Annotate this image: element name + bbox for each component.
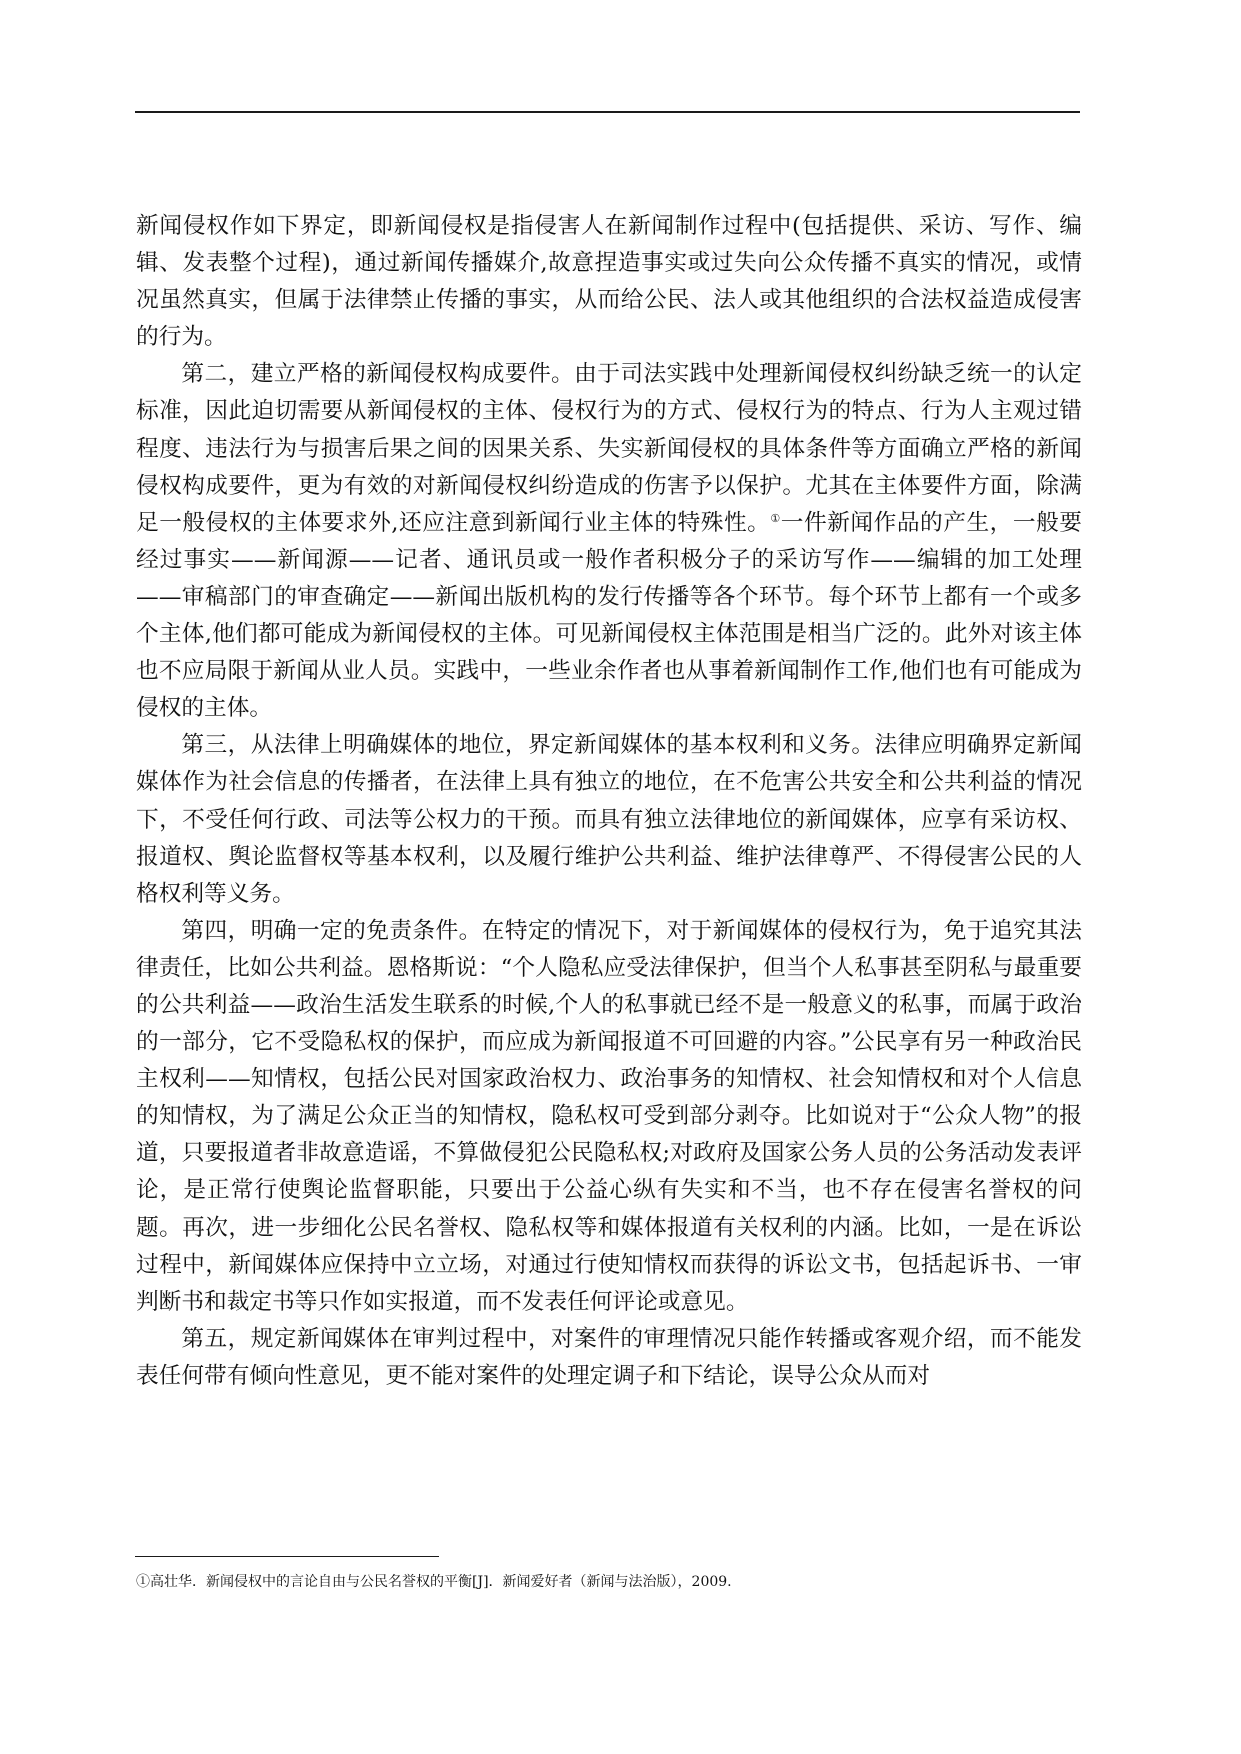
paragraph-2 [136,356,1082,727]
paragraph-2-part-2: 一件新闻作品的产生，一般要经过事实——新闻源——记者、通讯员或一般作者积极分子的采访写作——编辑的加工处理——审稿部门的审查确定——新闻出版机构的发行传播等各个环节。每个环节上都有一个或多个主体,他们都可能成为新闻侵权的主体。可见新闻侵权主体范围是相当广泛的。此外对该主体也不应局限于新闻从业人员。实践中，一些业余作者也从事着新闻制作工作,他们也有可能成为侵权的主体。 [136,509,1082,722]
body-text [136,208,1082,1395]
header-rule [135,111,1080,113]
paragraph-4: 第四，明确一定的免责条件。在特定的情况下，对于新闻媒体的侵权行为，免于追究其法律责任，比如公共利益。恩格斯说：“个人隐私应受法律保护，但当个人私事甚至阴私与最重要的公共利益——政治生活发生联系的时候,个人的私事就已经不是一般意义的私事，而属于政治的一部分，它不受隐私权的保护，而应成为新闻报道不可回避的内容。”公民享有另一种政治民主权利——知情权，包括公民对国家政治权力、政治事务的知情权、社会知情权和对个人信息的知情权，为了满足公众正当的知情权，隐私权可受到部分剥夺。比如说对于“公众人物”的报道，只要报道者非故意造谣，不算做侵犯公民隐私权;对政府及国家公务人员的公务活动发表评论，是正常行使舆论监督职能，只要出于公益心纵有失实和不当，也不存在侵害名誉权的问题。再次，进一步细化公民名誉权、隐私权等和媒体报道有关权利的内涵。比如，一是在诉讼过程中，新闻媒体应保持中立立场，对通过行使知情权而获得的诉讼文书，包括起诉书、一审判断书和裁定书等只作如实报道，而不发表任何评论或意见。 [136,917,1082,1315]
paragraph-1: 新闻侵权作如下界定，即新闻侵权是指侵害人在新闻制作过程中(包括提供、采访、写作、编辑、发表整个过程)，通过新闻传播媒介,故意捏造事实或过失向公众传播不真实的情况，或情况虽然真实，但属于法律禁止传播的事实，从而给公民、法人或其他组织的合法权益造成侵害的行为。 [136,213,1082,351]
footnote-reference-mark: ① [770,511,781,525]
footnote: ①高壮华．新闻侵权中的言论自由与公民名誉权的平衡[J]．新闻爱好者（新闻与法治版），2009. [136,1574,732,1590]
paragraph-3: 第三，从法律上明确媒体的地位，界定新闻媒体的基本权利和义务。法律应明确界定新闻媒体作为社会信息的传播者，在法律上具有独立的地位，在不危害公共安全和公共利益的情况下，不受任何行政、司法等公权力的干预。而具有独立法律地位的新闻媒体，应享有采访权、报道权、舆论监督权等基本权利，以及履行维护公共利益、维护法律尊严、不得侵害公民的人格权利等义务。 [136,732,1082,907]
paragraph-5: 第五，规定新闻媒体在审判过程中，对案件的审理情况只能作转播或客观介绍，而不能发表任何带有倾向性意见，更不能对案件的处理定调子和下结论，误导公众从而对 [136,1325,1082,1389]
paragraph-2-part-1: 第二，建立严格的新闻侵权构成要件。由于司法实践中处理新闻侵权纠纷缺乏统一的认定标准，因此迫切需要从新闻侵权的主体、侵权行为的方式、侵权行为的特点、行为人主观过错程度、违法行为与损害后果之间的因果关系、失实新闻侵权的具体条件等方面确立严格的新闻侵权构成要件，更为有效的对新闻侵权纠纷造成的伤害予以保护。尤其在主体要件方面，除满足一般侵权的主体要求外,还应注意到新闻行业主体的特殊性。 [136,361,1082,536]
footnote-separator [135,1556,439,1557]
